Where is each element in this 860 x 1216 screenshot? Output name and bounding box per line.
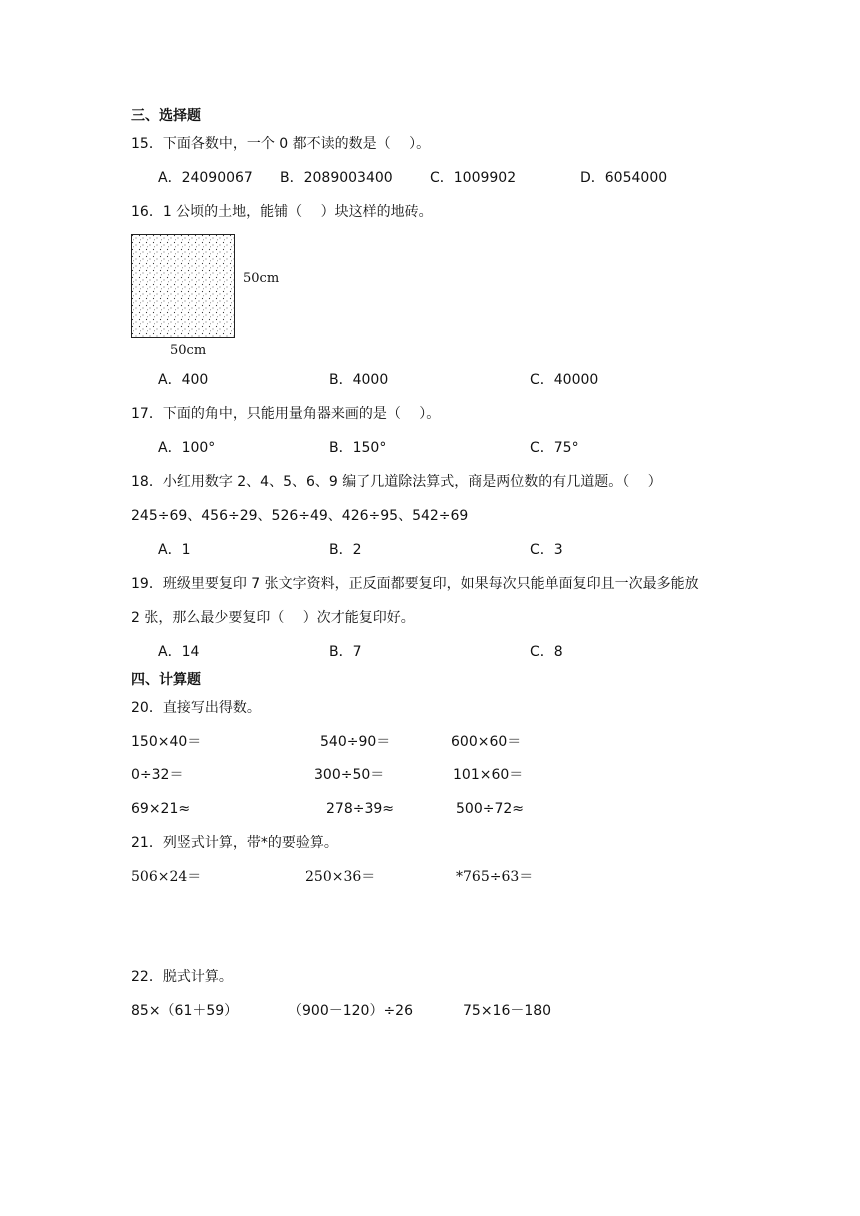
q15-option-a: A．24090067 xyxy=(158,170,253,186)
q19-stem-line2: 2 张，那么最少要复印（ ）次才能复印好。 xyxy=(131,610,415,626)
q21-item: 506×24＝ xyxy=(131,869,202,885)
q17-option-a: A．100° xyxy=(158,440,216,456)
tile-side-label: 50cm xyxy=(243,271,280,286)
q16-stem: 16．1 公顷的土地，能铺（ ）块这样的地砖。 xyxy=(131,204,433,220)
q15-option-c: C．1009902 xyxy=(430,170,517,186)
q16-option-c: C．40000 xyxy=(530,372,599,388)
q21-item: *765÷63＝ xyxy=(456,869,534,885)
q17-stem: 17．下面的角中，只能用量角器来画的是（ ）。 xyxy=(131,406,441,422)
q20-item: 0÷32＝ xyxy=(131,767,184,783)
q15-option-d: D．6054000 xyxy=(580,170,668,186)
q16-option-a: A．400 xyxy=(158,372,209,388)
q18-option-c: C．3 xyxy=(530,542,563,558)
q19-option-a: A．14 xyxy=(158,644,200,660)
q19-option-c: C．8 xyxy=(530,644,563,660)
q19-stem-line1: 19．班级里要复印 7 张文字资料，正反面都要复印，如果每次只能单面复印且一次最多能放 xyxy=(131,576,699,592)
q20-item: 540÷90＝ xyxy=(320,734,391,750)
section-title-choice: 三、选择题 xyxy=(131,108,201,124)
q15-option-b: B．2089003400 xyxy=(280,170,393,186)
q20-stem: 20．直接写出得数。 xyxy=(131,700,261,716)
q20-item: 300÷50＝ xyxy=(314,767,385,783)
tile-bottom-label: 50cm xyxy=(170,343,207,358)
q17-option-b: B．150° xyxy=(329,440,387,456)
stippled-square-tile xyxy=(131,234,235,338)
q20-item: 600×60＝ xyxy=(451,734,522,750)
q17-option-c: C．75° xyxy=(530,440,579,456)
q20-item: 278÷39≈ xyxy=(326,801,394,817)
q20-item: 69×21≈ xyxy=(131,801,191,817)
q18-expressions: 245÷69、456÷29、526÷49、426÷95、542÷69 xyxy=(131,508,469,524)
q19-option-b: B．7 xyxy=(329,644,362,660)
q21-stem: 21．列竖式计算，带*的要验算。 xyxy=(131,835,338,851)
section-title-calc: 四、计算题 xyxy=(131,672,201,688)
q20-item: 500÷72≈ xyxy=(456,801,524,817)
q18-option-b: B．2 xyxy=(329,542,362,558)
q20-item: 101×60＝ xyxy=(453,767,524,783)
q16-option-b: B．4000 xyxy=(329,372,389,388)
q22-item: 85×（61＋59） xyxy=(131,1003,239,1019)
q22-item: （900－120）÷26 xyxy=(288,1003,413,1019)
q18-option-a: A．1 xyxy=(158,542,191,558)
q21-item: 250×36＝ xyxy=(305,869,376,885)
q20-item: 150×40＝ xyxy=(131,734,202,750)
q22-item: 75×16－180 xyxy=(463,1003,552,1019)
q15-stem: 15．下面各数中，一个 0 都不读的数是（ ）。 xyxy=(131,136,431,152)
floor-tile-figure xyxy=(131,234,235,338)
q22-stem: 22．脱式计算。 xyxy=(131,969,233,985)
q18-stem: 18．小红用数字 2、4、5、6、9 编了几道除法算式，商是两位数的有几道题。（ ） xyxy=(131,474,662,490)
